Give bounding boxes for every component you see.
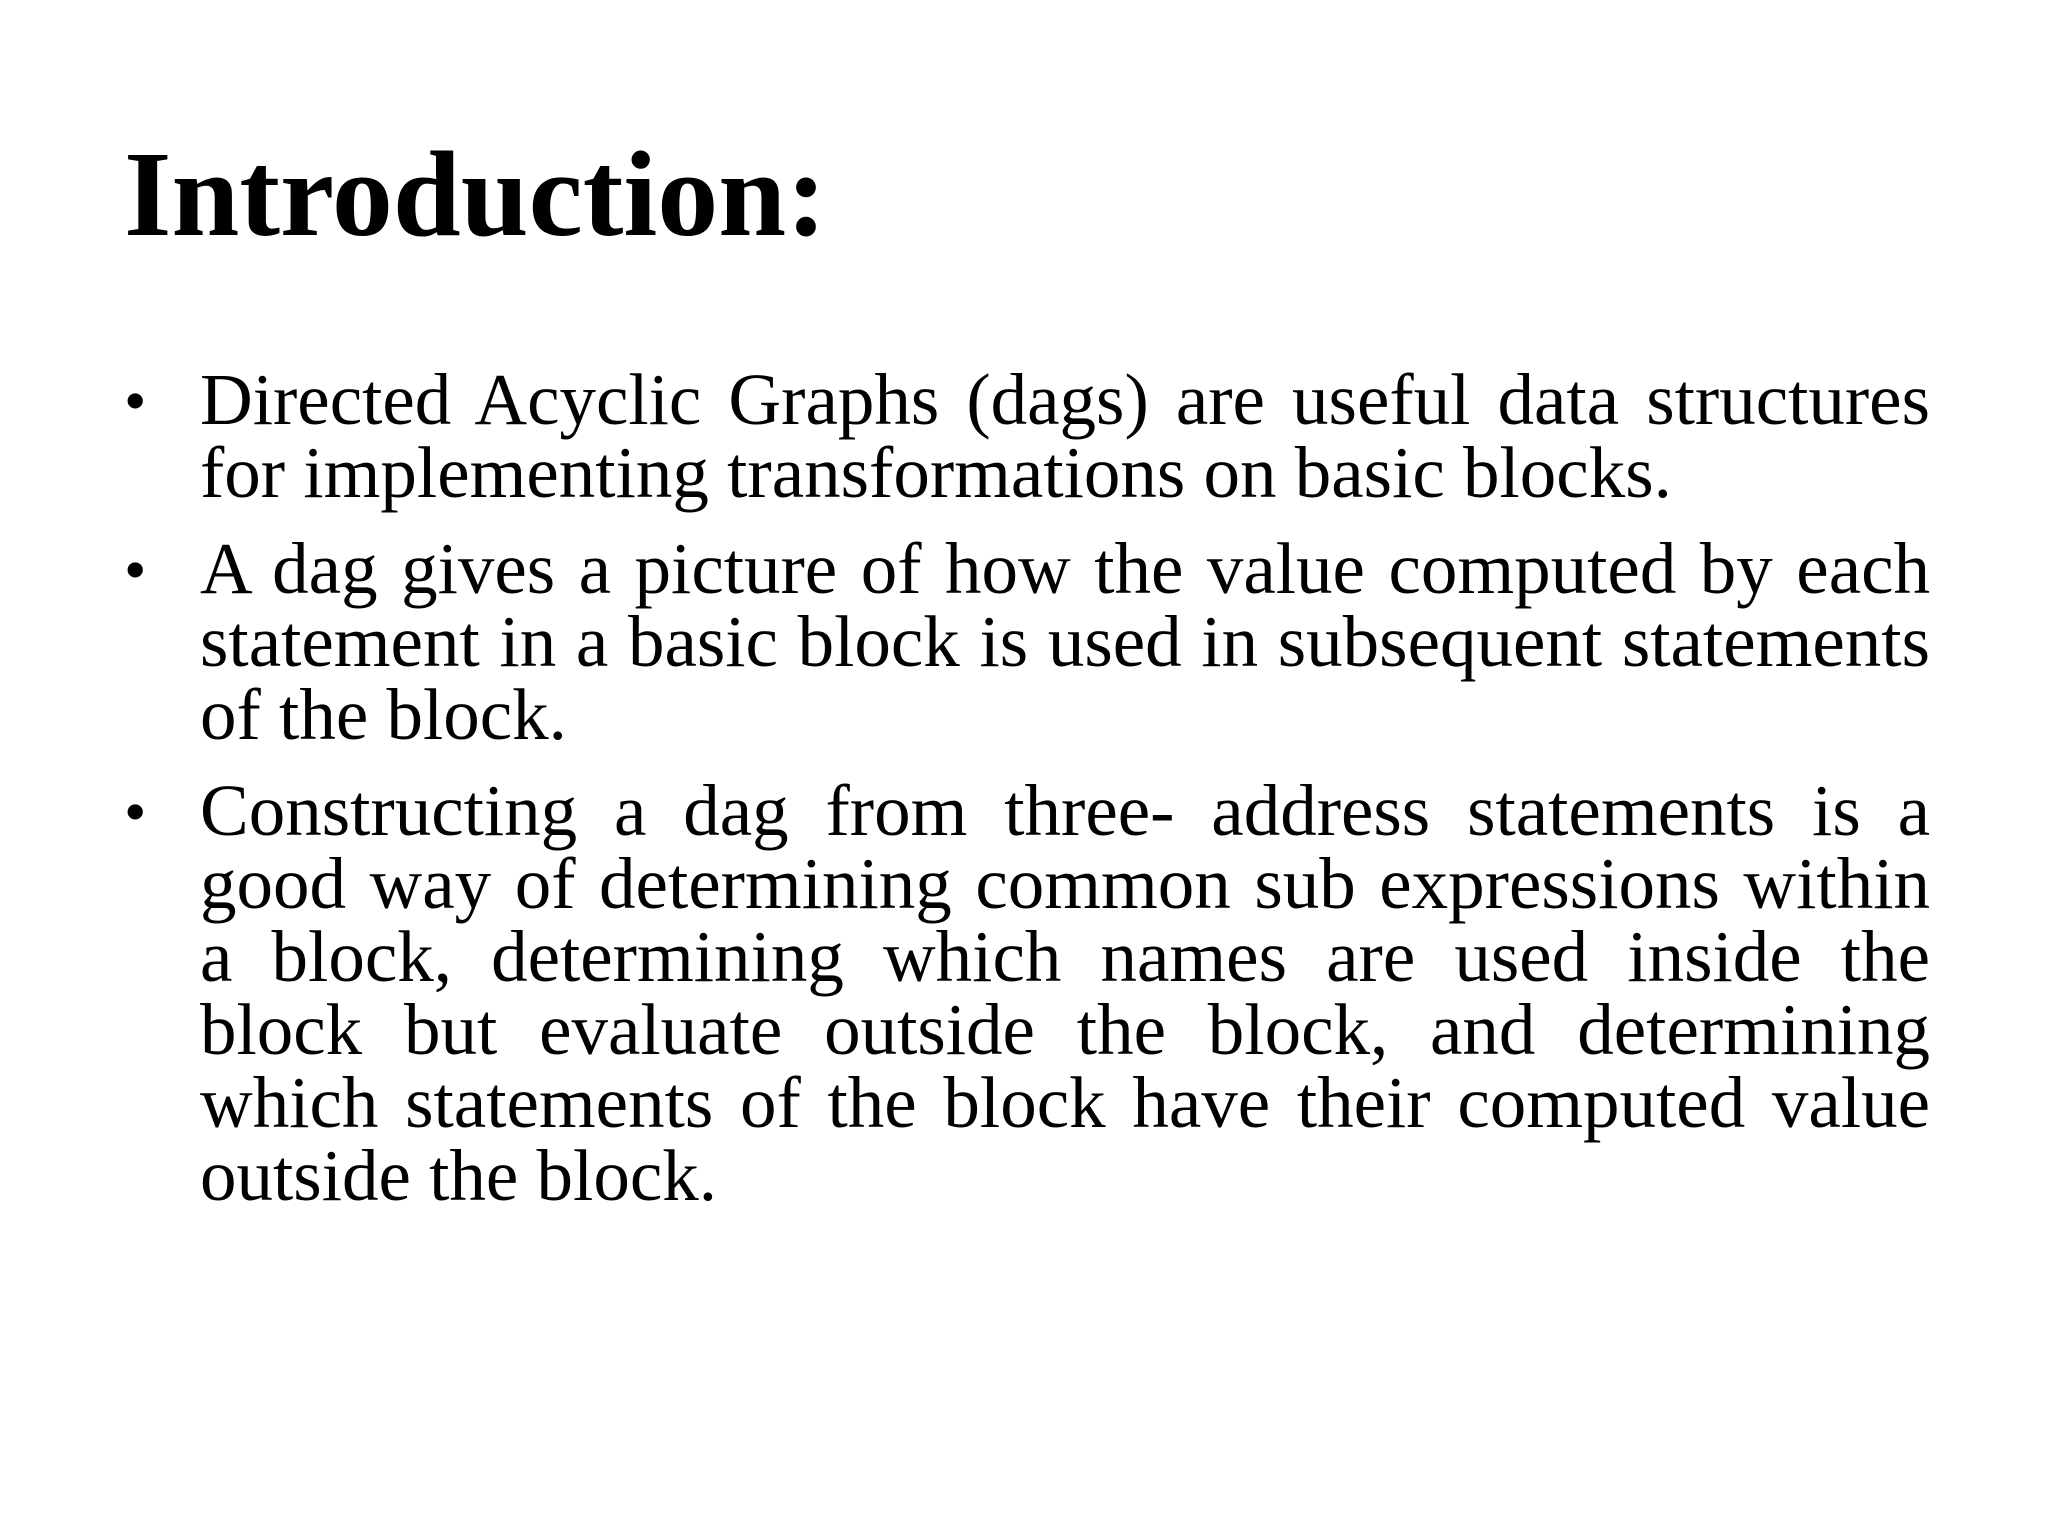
bullet-text: A dag gives a picture of how the value computed by each statement in a basic block is used in subsequent statements of the block. [200, 528, 1930, 755]
bullet-item [124, 359, 1930, 513]
bullet-marker: • [124, 534, 147, 605]
bullet-marker: • [124, 365, 147, 436]
slide-title: Introduction: [124, 127, 827, 262]
bullet-marker: • [124, 776, 147, 847]
bullet-text: Directed Acyclic Graphs (dags) are useful data structures for implementing transformations on basic blocks. [200, 359, 1930, 513]
bullet-item [124, 528, 1930, 755]
bullet-item [124, 770, 1930, 1216]
bullet-text: Constructing a dag from three- address statements is a good way of determining common sub expressions within a block, determining which names are used inside the block but evaluate outside the block, and determining which statements of the block have their computed value outside the block. [200, 770, 1930, 1216]
bullet-list [124, 359, 1930, 1235]
